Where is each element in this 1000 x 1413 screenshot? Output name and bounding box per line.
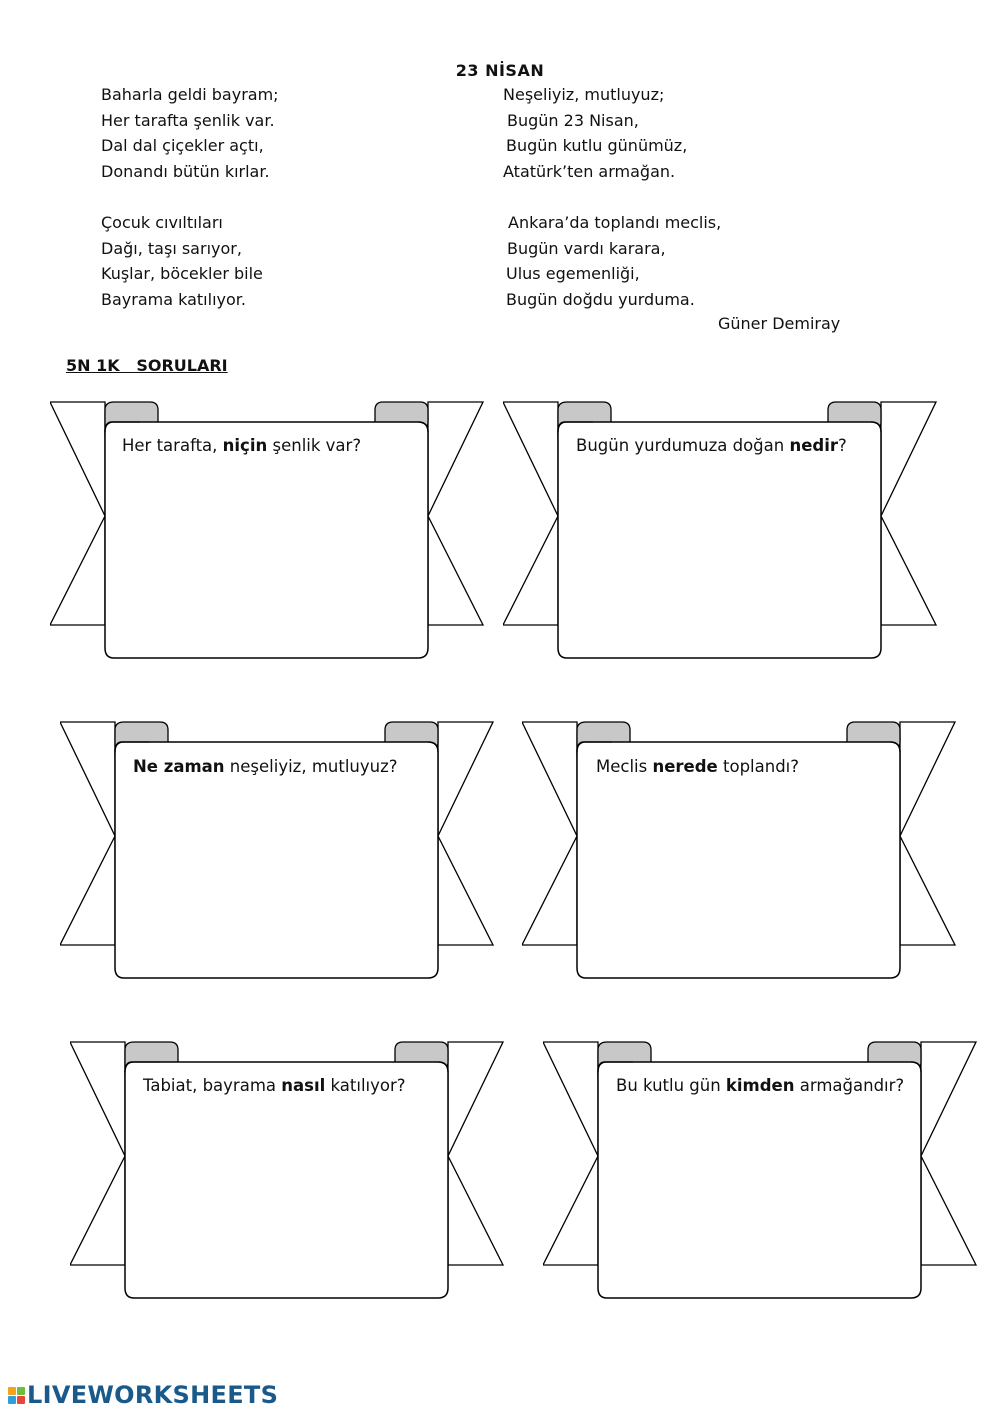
liveworksheets-logo <box>8 1380 278 1410</box>
poem-line: Bugün 23 Nisan, <box>507 110 639 130</box>
question-text-4: Meclis nerede toplandı? <box>596 757 800 776</box>
poem-line: Bugün kutlu günümüz, <box>506 136 688 156</box>
poem-line: Bugün doğdu yurduma. <box>506 289 695 309</box>
poem-line: Dal dal çiçekler açtı, <box>101 136 264 156</box>
poem-line: Ankara’da toplandı meclis, <box>508 212 722 232</box>
poem-left-column <box>101 82 279 312</box>
question-text-5: Tabiat, bayrama nasıl katılıyor? <box>143 1076 406 1095</box>
poem-line: Atatürk’ten armağan. <box>503 161 676 181</box>
question-keyword: nasıl <box>281 1076 326 1095</box>
question-keyword: nedir <box>789 436 839 455</box>
question-keyword: nerede <box>652 757 718 776</box>
question-text-3: Ne zaman neşeliyiz, mutluyuz? <box>133 757 398 776</box>
poem-line: Çocuk cıvıltıları <box>101 212 223 232</box>
logo-cubes-icon <box>8 1387 25 1404</box>
question-text-1: Her tarafta, niçin şenlik var? <box>122 436 362 455</box>
question-text-2: Bugün yurdumuza doğan nedir? <box>576 436 847 455</box>
poem-right-column <box>503 82 721 312</box>
question-keyword: Ne zaman <box>133 757 225 776</box>
question-keyword: kimden <box>725 1076 795 1095</box>
poem-line: Kuşlar, böcekler bile <box>101 264 263 284</box>
question-keyword: niçin <box>222 436 268 455</box>
poem-line: Dağı, taşı sarıyor, <box>101 238 242 258</box>
logo-text: LIVEWORKSHEETS <box>27 1381 279 1409</box>
poem-author: Güner Demiray <box>718 314 841 333</box>
poem-line: Bayrama katılıyor. <box>101 289 246 309</box>
poem-title: 23 NİSAN <box>455 61 545 80</box>
poem-line: Neşeliyiz, mutluyuz; <box>503 85 665 104</box>
poem-line: Baharla geldi bayram; <box>101 85 279 104</box>
question-text-6: Bu kutlu gün kimden armağandır? <box>616 1076 905 1095</box>
poem-line: Her tarafta şenlik var. <box>101 110 275 130</box>
poem-line: Donandı bütün kırlar. <box>101 161 270 181</box>
poem-line: Bugün vardı karara, <box>507 238 666 258</box>
poem-line: Ulus egemenliği, <box>506 264 640 284</box>
section-title: 5N 1K SORULARI <box>66 356 228 375</box>
